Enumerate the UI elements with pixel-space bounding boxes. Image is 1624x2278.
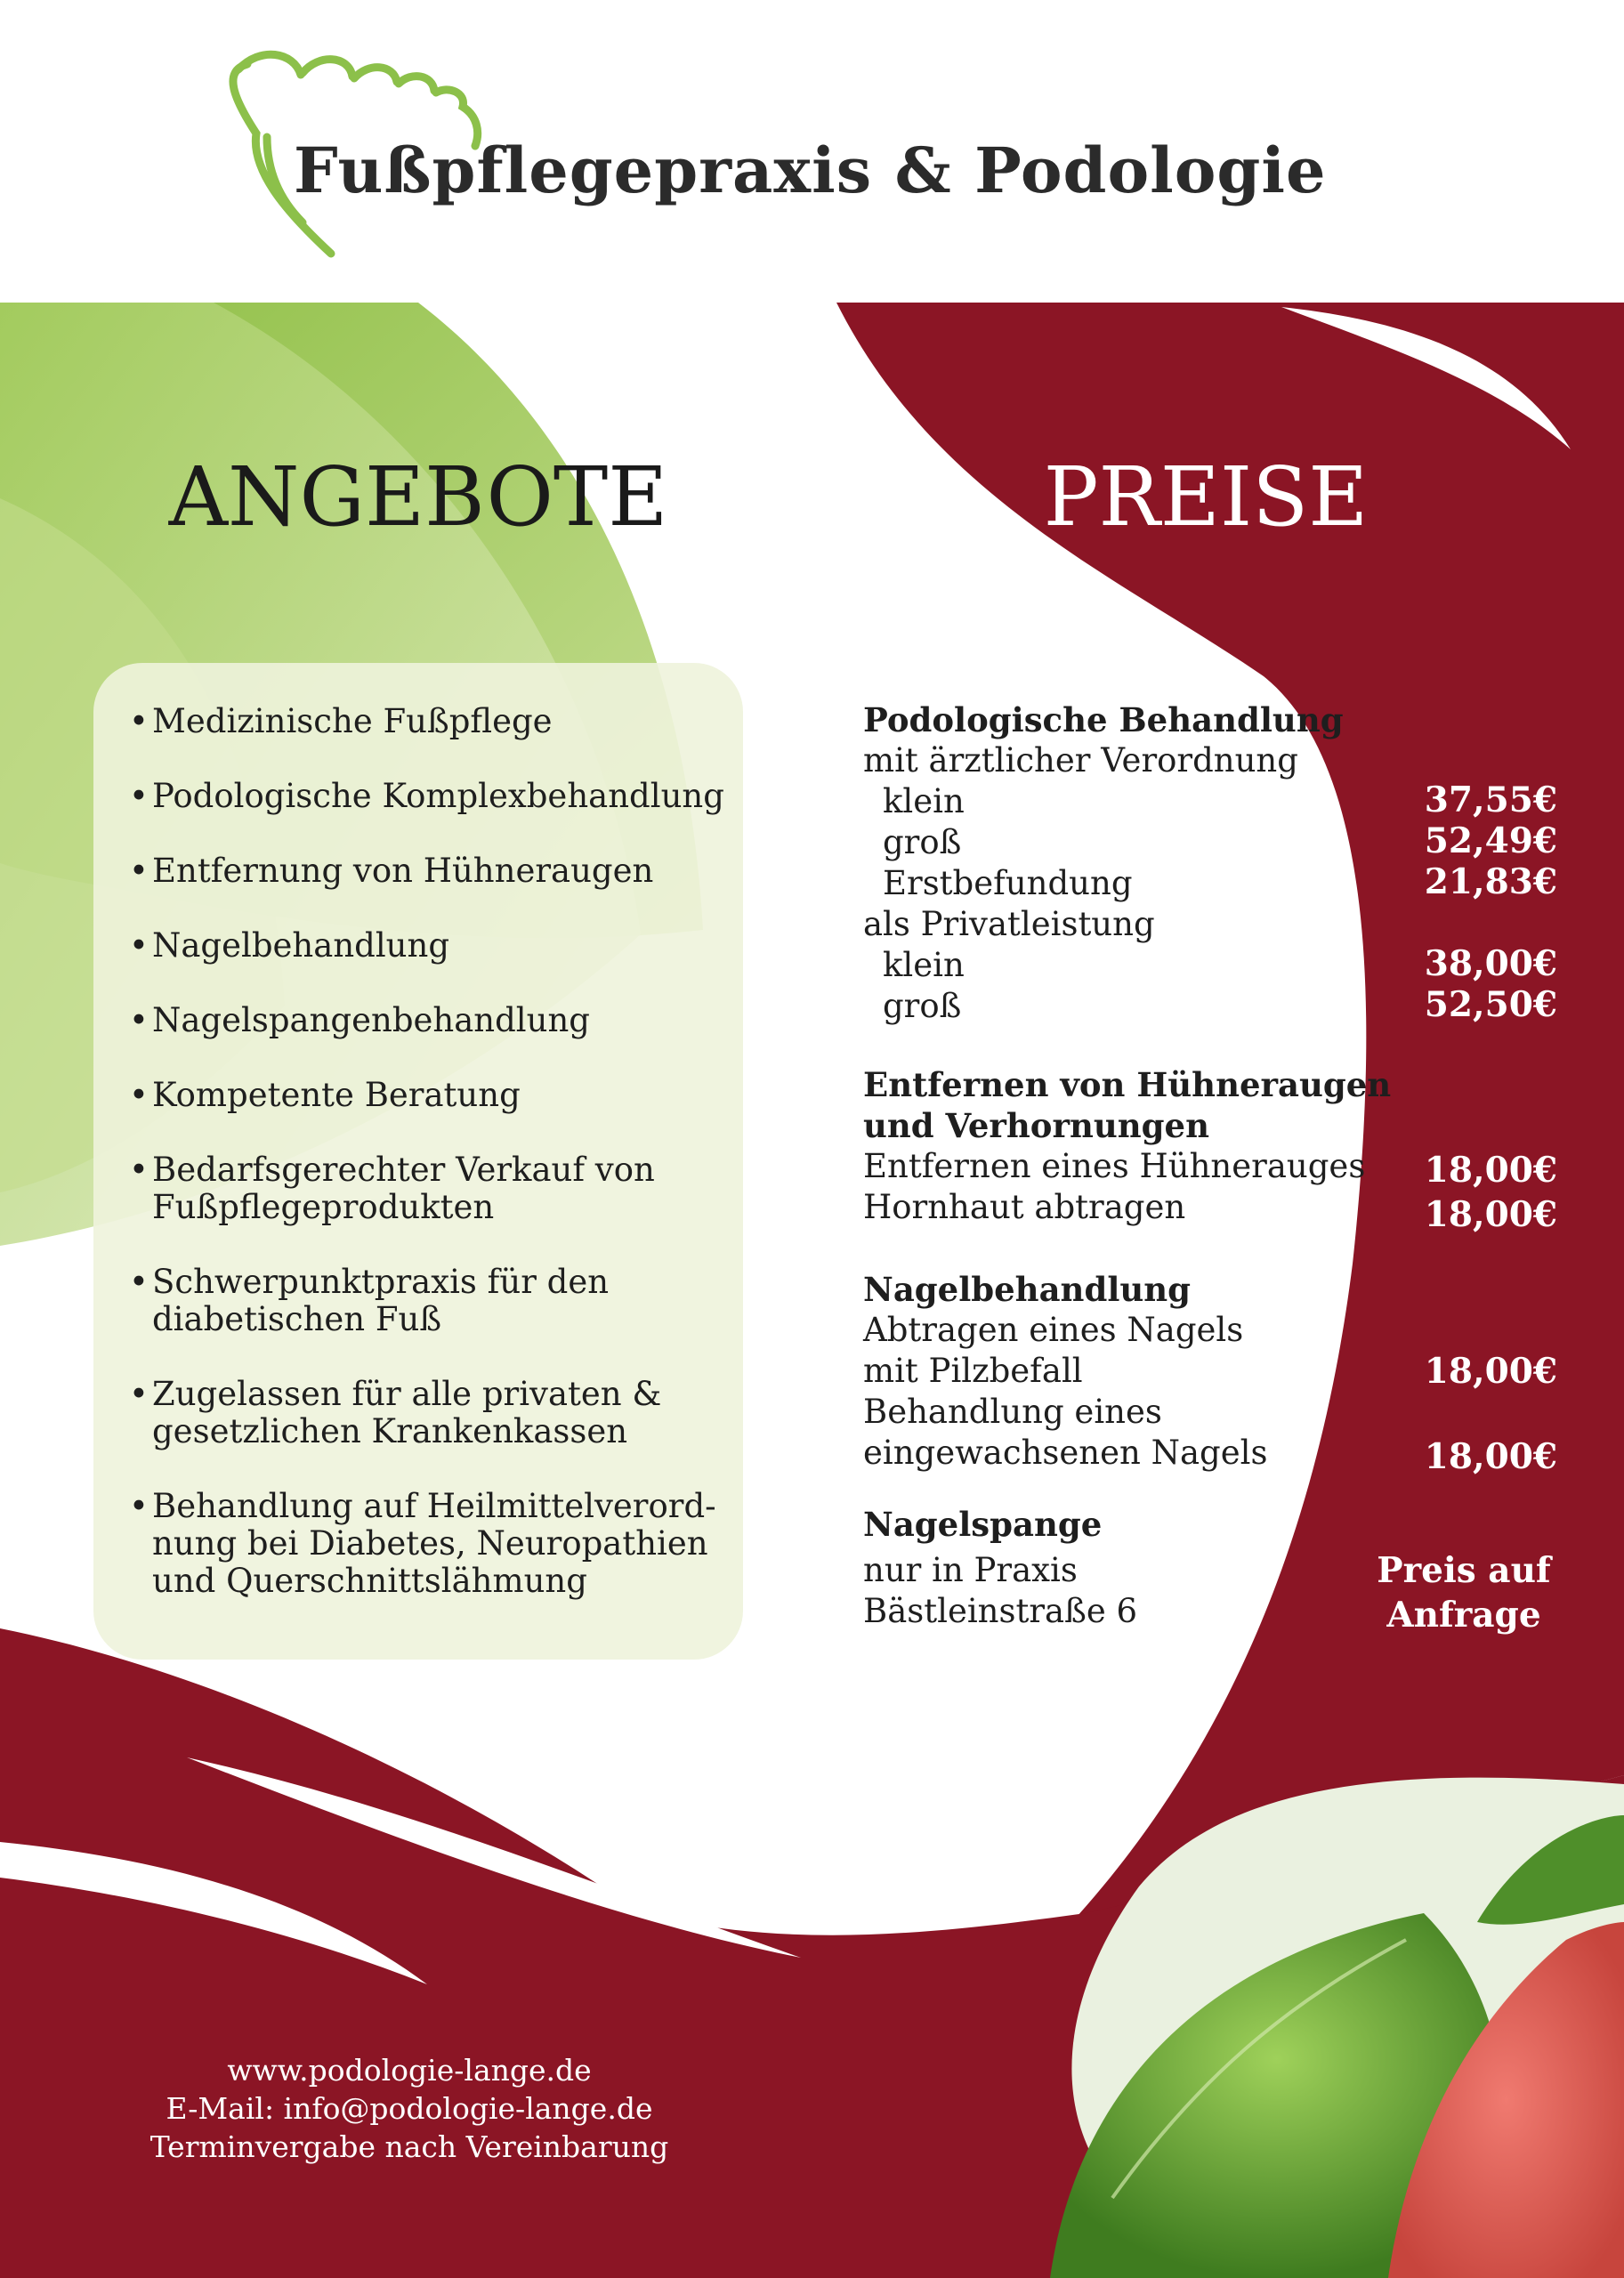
price-label: groß	[883, 823, 962, 861]
section-subtitle: als Privatleistung	[863, 905, 1155, 943]
section-title: Nagelspange	[863, 1505, 1103, 1544]
price-label: klein	[883, 782, 965, 820]
section-title: Entfernen von Hühneraugen	[863, 1065, 1392, 1104]
price-column-corns	[1388, 1150, 1557, 1235]
section-title: Nagelbehandlung	[863, 1270, 1192, 1309]
price-value: Anfrage	[1386, 1595, 1541, 1636]
price-label: Entfernen eines Hühnerauges	[863, 1147, 1366, 1185]
price-value: 21,83€	[1424, 861, 1557, 902]
price-label: mit Pilzbefall	[863, 1352, 1083, 1390]
list-item: • Bedarfsgerechter Verkauf von Fußpflegeprodukten	[129, 1151, 734, 1226]
price-label: Erstbefundung	[883, 864, 1133, 902]
price-label: klein	[883, 946, 965, 984]
price-column-nails	[1388, 1351, 1557, 1477]
section-title: und Verhornungen	[863, 1106, 1209, 1145]
offers-heading: ANGEBOTE	[168, 449, 668, 545]
list-item: • Kompetente Beratung	[129, 1077, 734, 1114]
section-title: Podologische Behandlung	[863, 700, 1344, 739]
price-section-corns	[863, 1064, 1397, 1228]
list-item: • Nagelbehandlung	[129, 927, 734, 965]
appointment-note: Terminvergabe nach Vereinbarung	[149, 2129, 669, 2164]
price-value: 37,55€	[1424, 780, 1557, 820]
price-value: 52,49€	[1424, 820, 1557, 861]
price-label: Behandlung eines	[863, 1393, 1162, 1431]
list-item: • Podologische Komplexbehandlung	[129, 778, 734, 815]
price-value: 18,00€	[1424, 1150, 1557, 1191]
list-item: • Nagelspangenbehandlung	[129, 1002, 734, 1039]
price-label: groß	[883, 987, 962, 1025]
footer-contact	[133, 2051, 685, 2166]
price-value: 18,00€	[1424, 1194, 1557, 1235]
price-value: 38,00€	[1424, 943, 1557, 984]
offers-list	[129, 703, 734, 1637]
price-column-podology	[1388, 780, 1557, 1025]
price-value: 52,50€	[1424, 984, 1557, 1025]
prices-heading: PREISE	[1043, 449, 1369, 545]
website-link[interactable]: www.podologie-lange.de	[227, 2053, 592, 2088]
price-label: Bästleinstraße 6	[863, 1592, 1138, 1630]
list-item: • Behandlung auf Heilmittelverord- nung bei Diabetes, Neuropathien und Querschnittslähmung	[129, 1488, 734, 1600]
price-section-brace	[863, 1504, 1397, 1632]
price-label: Hornhaut abtragen	[863, 1188, 1186, 1226]
list-item: • Zugelassen für alle privaten & gesetzlichen Krankenkassen	[129, 1376, 734, 1450]
price-column-brace	[1370, 1550, 1557, 1636]
price-label: eingewachsenen Nagels	[863, 1434, 1268, 1472]
section-subtitle: mit ärztlicher Verordnung	[863, 741, 1298, 780]
price-value: 18,00€	[1424, 1436, 1557, 1477]
list-item: • Medizinische Fußpflege	[129, 703, 734, 740]
brand-title: Fußpflegepraxis & Podologie	[294, 133, 1327, 207]
email-link[interactable]: E-Mail: info@podologie-lange.de	[166, 2091, 653, 2126]
price-value: Preis auf	[1377, 1550, 1551, 1591]
price-value: 18,00€	[1424, 1351, 1557, 1392]
price-section-podology	[863, 699, 1397, 1027]
price-label: nur in Praxis	[863, 1551, 1078, 1589]
list-item: • Schwerpunktpraxis für den diabetischen Fuß	[129, 1264, 734, 1338]
list-item: • Entfernung von Hühneraugen	[129, 852, 734, 890]
price-section-nails	[863, 1269, 1397, 1474]
price-label: Abtragen eines Nagels	[863, 1311, 1244, 1349]
